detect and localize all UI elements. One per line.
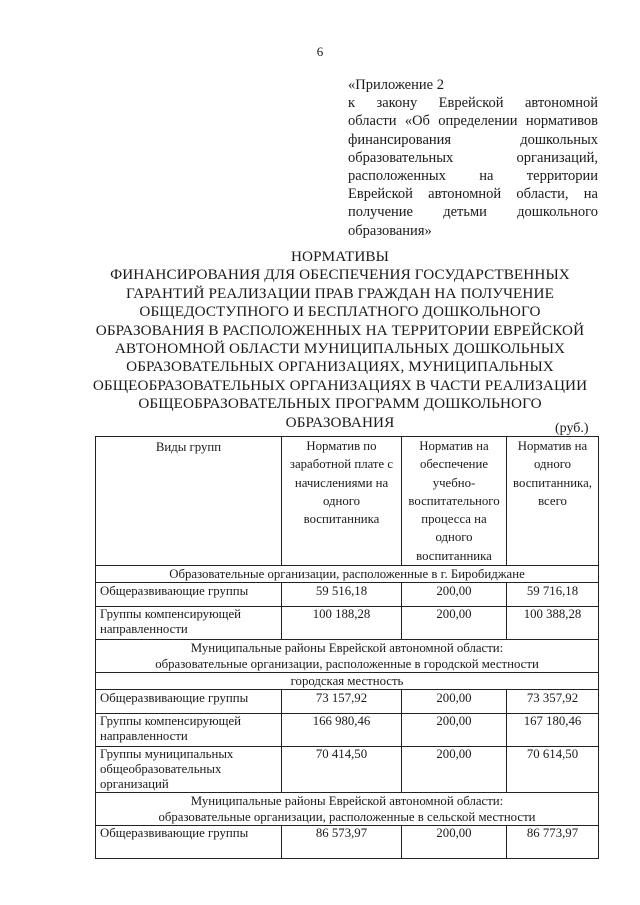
total-value: 86 773,97: [507, 826, 599, 859]
title-line: НОРМАТИВЫ: [290, 248, 390, 265]
table-row: [96, 826, 599, 859]
appendix-line: «Приложение 2: [348, 77, 444, 93]
total-value: 59 716,18: [507, 583, 599, 607]
title-line: ОБРАЗОВАТЕЛЬНЫХ ОРГАНИЗАЦИЯХ, МУНИЦИПАЛЬНЫХ: [126, 358, 554, 376]
appendix-line: образовательных организаций,: [348, 149, 598, 166]
process-value: 200,00: [402, 690, 507, 714]
table-row: [96, 714, 599, 747]
process-value: 200,00: [402, 583, 507, 607]
section-title-line: образовательные организации, расположенные в сельской местности: [158, 810, 536, 825]
title-line: ФИНАНСИРОВАНИЯ ДЛЯ ОБЕСПЕЧЕНИЯ ГОСУДАРСТВЕННЫХ: [110, 266, 570, 284]
header-group-type: Виды групп: [96, 437, 282, 566]
total-value: 70 614,50: [507, 747, 599, 793]
process-value: 200,00: [402, 714, 507, 747]
appendix-line: к закону Еврейской автономной: [348, 95, 598, 112]
section-title-line: Муниципальные районы Еврейской автономной области:: [190, 641, 504, 656]
section-row: [96, 793, 599, 826]
salary-value: 70 414,50: [282, 747, 402, 793]
process-value: 200,00: [402, 747, 507, 793]
appendix-line: расположенных на территории: [348, 168, 598, 185]
title-line: ОБРАЗОВАНИЯ В РАСПОЛОЖЕННЫХ НА ТЕРРИТОРИИ ЕВРЕЙСКОЙ: [95, 321, 585, 339]
page-number: 6: [316, 44, 324, 59]
table-row: [96, 607, 599, 640]
title-line: ОБЩЕОБРАЗОВАТЕЛЬНЫХ ОРГАНИЗАЦИЯХ В ЧАСТИ РЕАЛИЗАЦИИ: [92, 376, 588, 394]
subsection-row: [96, 673, 599, 690]
currency-label: (руб.): [555, 421, 589, 436]
salary-value: 86 573,97: [282, 826, 402, 859]
group-name: Общеразвивающие группы: [96, 583, 282, 607]
appendix-line: финансирования дошкольных: [348, 131, 598, 148]
section-title: Образовательные организации, расположенные в г. Биробиджане: [96, 566, 599, 583]
table-header-row: [96, 437, 599, 566]
title-line: ГАРАНТИЙ РЕАЛИЗАЦИИ ПРАВ ГРАЖДАН НА ПОЛУЧЕНИЕ: [126, 284, 554, 302]
section-row: [96, 566, 599, 583]
section-row: [96, 640, 599, 673]
salary-value: 166 980,46: [282, 714, 402, 747]
header-process-norm: Норматив на обеспечение учебно-воспитательного процесса на одного воспитанника: [402, 437, 507, 566]
appendix-reference: [348, 76, 598, 240]
process-value: 200,00: [402, 607, 507, 640]
group-name: Группы компенсирующей направленности: [96, 607, 282, 640]
table-row: [96, 583, 599, 607]
title-line: ОБЩЕДОСТУПНОГО И БЕСПЛАТНОГО ДОШКОЛЬНОГО: [139, 303, 541, 321]
appendix-line: образования»: [348, 222, 432, 239]
norms-table: [95, 436, 599, 859]
appendix-line: Еврейской автономной области, на: [348, 186, 598, 203]
header-total-norm: Норматив на одного воспитанника, всего: [507, 437, 599, 566]
salary-value: 59 516,18: [282, 583, 402, 607]
group-name: Группы муниципальных общеобразовательных организаций: [96, 747, 282, 793]
document-title: [90, 248, 590, 432]
header-salary-norm: Норматив по заработной плате с начислениями на одного воспитанника: [282, 437, 402, 566]
subsection-title: городская местность: [96, 673, 599, 690]
section-title: [96, 793, 599, 826]
appendix-line: области «Об определении нормативов: [348, 113, 598, 130]
group-name: Группы компенсирующей направленности: [96, 714, 282, 747]
process-value: 200,00: [402, 826, 507, 859]
salary-value: 73 157,92: [282, 690, 402, 714]
appendix-line: получение детьми дошкольного: [348, 204, 598, 221]
group-name: Общеразвивающие группы: [96, 826, 282, 859]
section-title-line: Муниципальные районы Еврейской автономной области:: [190, 794, 504, 809]
title-line: ОБЩЕОБРАЗОВАТЕЛЬНЫХ ПРОГРАММ ДОШКОЛЬНОГО: [138, 395, 542, 413]
section-title: [96, 640, 599, 673]
table-row: [96, 690, 599, 714]
group-name: Общеразвивающие группы: [96, 690, 282, 714]
section-title-line: образовательные организации, расположенные в городской местности: [155, 657, 539, 672]
total-value: 100 388,28: [507, 607, 599, 640]
title-line: ОБРАЗОВАНИЯ: [285, 413, 395, 431]
salary-value: 100 188,28: [282, 607, 402, 640]
table-row: [96, 747, 599, 793]
total-value: 167 180,46: [507, 714, 599, 747]
title-line: АВТОНОМНОЙ ОБЛАСТИ МУНИЦИПАЛЬНЫХ ДОШКОЛЬНЫХ: [114, 340, 566, 358]
total-value: 73 357,92: [507, 690, 599, 714]
